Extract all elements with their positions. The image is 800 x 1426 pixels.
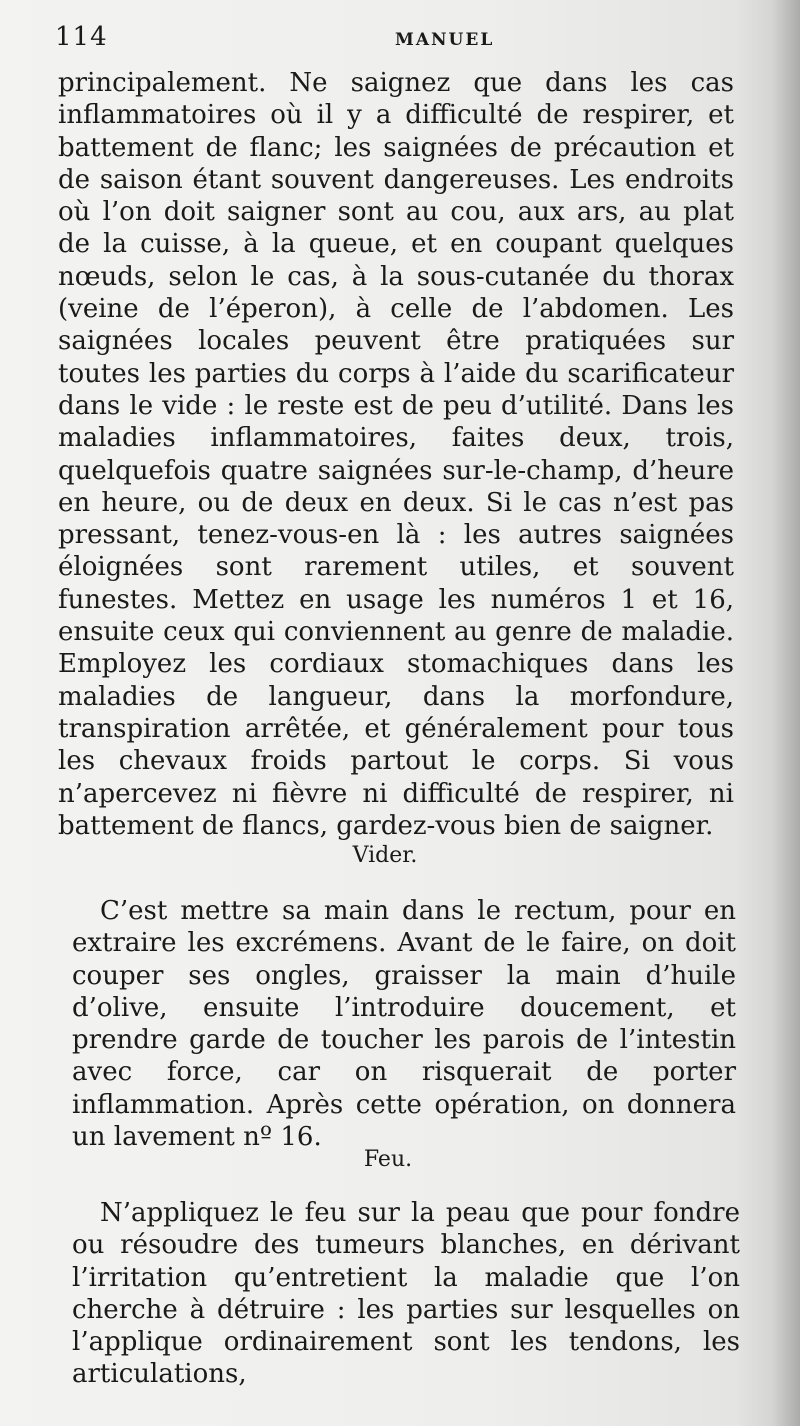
section-title-vider: Vider. (352, 843, 418, 868)
paragraph-vider: C’est mettre sa main dans le rectum, pour en extraire les excrémens. Avant de le faire, on doit couper ses ongles, graisser la main d’huile d’olive, ensuite l’introduire doucement, et prendre garde de toucher les parois de l’intestin avec force, car on risquerait de porter inflammation. Après cette opération, on donnera un lavement nº 16. (72, 896, 736, 1153)
paragraph-saignee: principalement. Ne saignez que dans les cas inflammatoires où il y a difficulté de respirer, et battement de flanc; les saignées de précaution et de saison étant souvent dangereuses. Les endroits où l’on doit saigner sont au cou, aux ars, au plat de la cuisse, à la queue, et en coupant quelques nœuds, selon le cas, à la sous-cutanée du thorax (veine de l’éperon), à celle de l’abdomen. Les saignées locales peuvent être pratiquées sur toutes les parties du corps à l’aide du scarificateur dans le vide : le reste est de peu d’utilité. Dans les maladies inflammatoires, faites deux, trois, quelquefois quatre saignées sur-le-champ, d’heure en heure, ou de deux en deux. Si le cas n’est pas pressant, tenez-vous-en là : les autres saignées éloignées sont rarement utiles, et souvent funestes. Mettez en usage les numéros 1 et 16, ensuite ceux qui conviennent au genre de maladie. Employez les cordiaux stomachiques dans les maladies de langueur, dans la morfondure, transpiration arrêtée, et généralement pour tous les chevaux froids partout le corps. Si vous n’apercevez ni fièvre ni difficulté de respirer, ni battement de flancs, gardez-vous bien de saigner. (58, 68, 734, 841)
running-head: MANUEL (395, 30, 495, 50)
section-title-feu: Feu. (363, 1147, 413, 1172)
page-number: 114 (55, 22, 108, 52)
page-edge-shadow (772, 0, 800, 1426)
page-header (55, 22, 745, 62)
paragraph-feu: N’appliquez le feu sur la peau que pour fondre ou résoudre des tumeurs blanches, en dérivant l’irritation qu’entretient la maladie que l’on cherche à détruire : les parties sur lesquelles on l’applique ordinairement sont les tendons, les articulations, (72, 1198, 740, 1390)
